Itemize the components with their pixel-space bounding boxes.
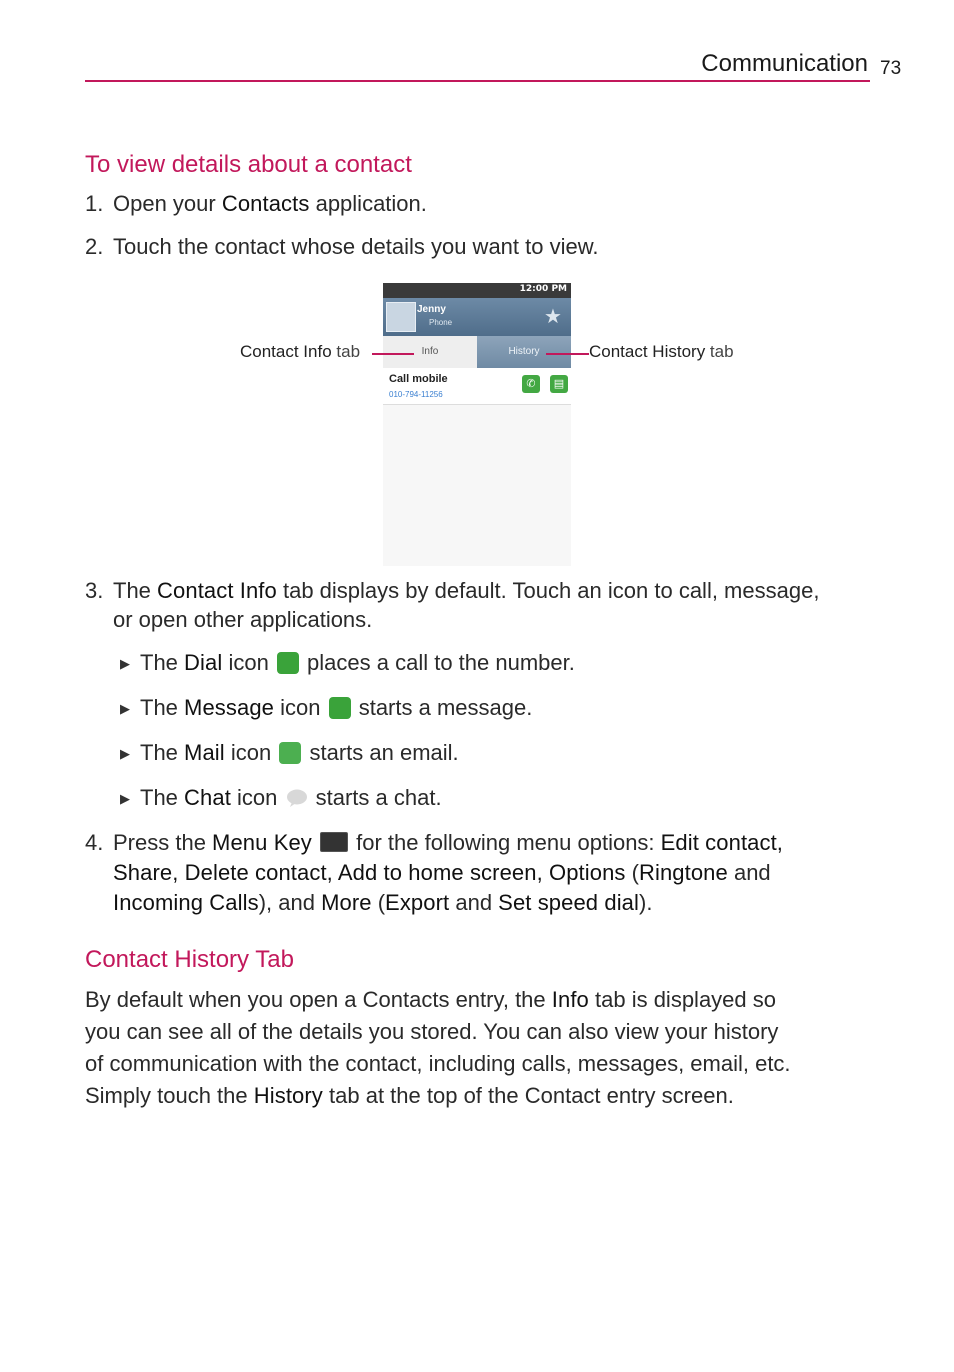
bullet-text: icon [230,785,284,810]
bullet-text: starts a message. [352,695,533,720]
bullet-text: starts a chat. [309,785,442,810]
contact-type: Phone [429,318,453,327]
step-3-line-1 [85,578,819,604]
phone-icon: ✆ [522,375,540,393]
step-text: and [449,890,499,915]
step-text: and [727,860,771,885]
step-bold-term: Incoming Calls [113,890,259,915]
bullet-chat [120,785,442,811]
call-number: 010-794-11256 [389,390,443,399]
message-icon: ▤ [550,375,568,393]
call-mobile-entry [383,368,571,405]
para-text: tab at the top of the Contact entry screen. [322,1083,734,1108]
avatar [386,302,416,332]
bullet-text: The [140,785,185,810]
call-label: Call mobile [389,373,448,385]
tab-history: History [477,336,571,368]
step-number: 3. [85,578,104,603]
step-text: tab displays by default. Touch an icon to call, message, [276,578,820,603]
step-text: ), and [258,890,322,915]
step-text: ). [639,890,653,915]
step-bold-term: Contacts [221,191,310,216]
step-text: ( [371,890,386,915]
section-heading-view-details: To view details about a contact [85,151,412,178]
callout-leader-left [372,353,414,355]
step-2 [85,234,599,260]
para-text: Simply touch the [85,1083,254,1108]
step-number: 2. [85,234,104,259]
para-bold-term: Info [551,987,589,1012]
tab-info: Info [383,336,477,368]
step-text: application. [309,191,427,216]
contact-screen-screenshot [383,283,571,566]
history-paragraph [85,984,875,1112]
para-bold-term: History [253,1083,323,1108]
bullet-mail [120,740,459,766]
step-text: for the following menu options: [350,830,661,855]
step-4-line-1 [85,830,783,856]
step-bold-term: Edit contact, [660,830,784,855]
paragraph-line [85,984,875,1016]
message-icon [329,697,351,719]
paragraph-line: you can see all of the details you stored. You can also view your history [85,1019,779,1044]
step-4-line-2 [113,860,771,886]
callout-contact-history-tab [589,342,734,362]
bullet-text: The [140,740,185,765]
bullet-bold-term: Mail [184,740,225,765]
step-bold-term: More [321,890,372,915]
bullet-bold-term: Message [184,695,274,720]
paragraph-line: of communication with the contact, including calls, messages, email, etc. [85,1051,791,1076]
bullet-arrow-icon: ▶ [120,701,130,716]
step-text: The [113,578,158,603]
bullet-text: places a call to the number. [300,650,575,675]
step-4-line-3 [113,890,652,916]
callout-suffix: tab [331,342,361,361]
status-time: 12:00 PM [519,284,567,294]
step-bold-term: Set speed dial [498,890,640,915]
step-bold-term: Export [385,890,450,915]
step-number: 1. [85,191,104,216]
bullet-arrow-icon: ▶ [120,746,130,761]
paragraph-line [85,1080,875,1112]
menu-key-icon [320,832,348,852]
bullet-arrow-icon: ▶ [120,656,130,671]
bullet-message [120,695,532,721]
step-number: 4. [85,830,104,855]
para-text: By default when you open a Contacts entry, the [85,987,552,1012]
step-bold-term: Share, Delete contact, Add to home screen, Options [113,860,626,885]
step-bold-term: Menu Key [212,830,312,855]
header-divider [85,80,870,82]
para-text: tab is displayed so [588,987,776,1012]
star-icon: ★ [544,306,562,328]
bullet-text: The [140,650,185,675]
chat-icon [286,787,308,809]
bullet-text: icon [222,650,275,675]
page-number: 73 [880,58,902,79]
bullet-text: starts an email. [303,740,459,765]
callout-suffix: tab [705,342,734,361]
callout-leader-right [546,353,589,355]
step-text: Touch the contact whose details you want to view. [113,234,599,259]
bullet-arrow-icon: ▶ [120,791,130,806]
bullet-text: icon [224,740,278,765]
step-text: Open your [113,191,222,216]
step-1 [85,191,427,217]
bullet-bold-term: Chat [184,785,231,810]
dial-icon [277,652,299,674]
callout-contact-info-tab [240,342,360,362]
step-text: ( [625,860,639,885]
bullet-dial [120,650,575,676]
bullet-bold-term: Dial [184,650,223,675]
status-bar [383,283,571,298]
contact-name: Jenny [417,304,446,315]
bullet-text: The [140,695,185,720]
section-header-title: Communication [701,50,868,77]
step-text: Press the [113,830,213,855]
contact-header [383,298,571,336]
step-bold-term: Ringtone [638,860,728,885]
step-bold-term: Contact Info [157,578,277,603]
callout-label: Contact Info [240,342,332,361]
bullet-text: icon [274,695,327,720]
callout-label: Contact History [589,342,706,361]
step-3-line-2: or open other applications. [113,607,373,632]
mail-icon [279,742,301,764]
section-heading-contact-history: Contact History Tab [85,946,294,973]
